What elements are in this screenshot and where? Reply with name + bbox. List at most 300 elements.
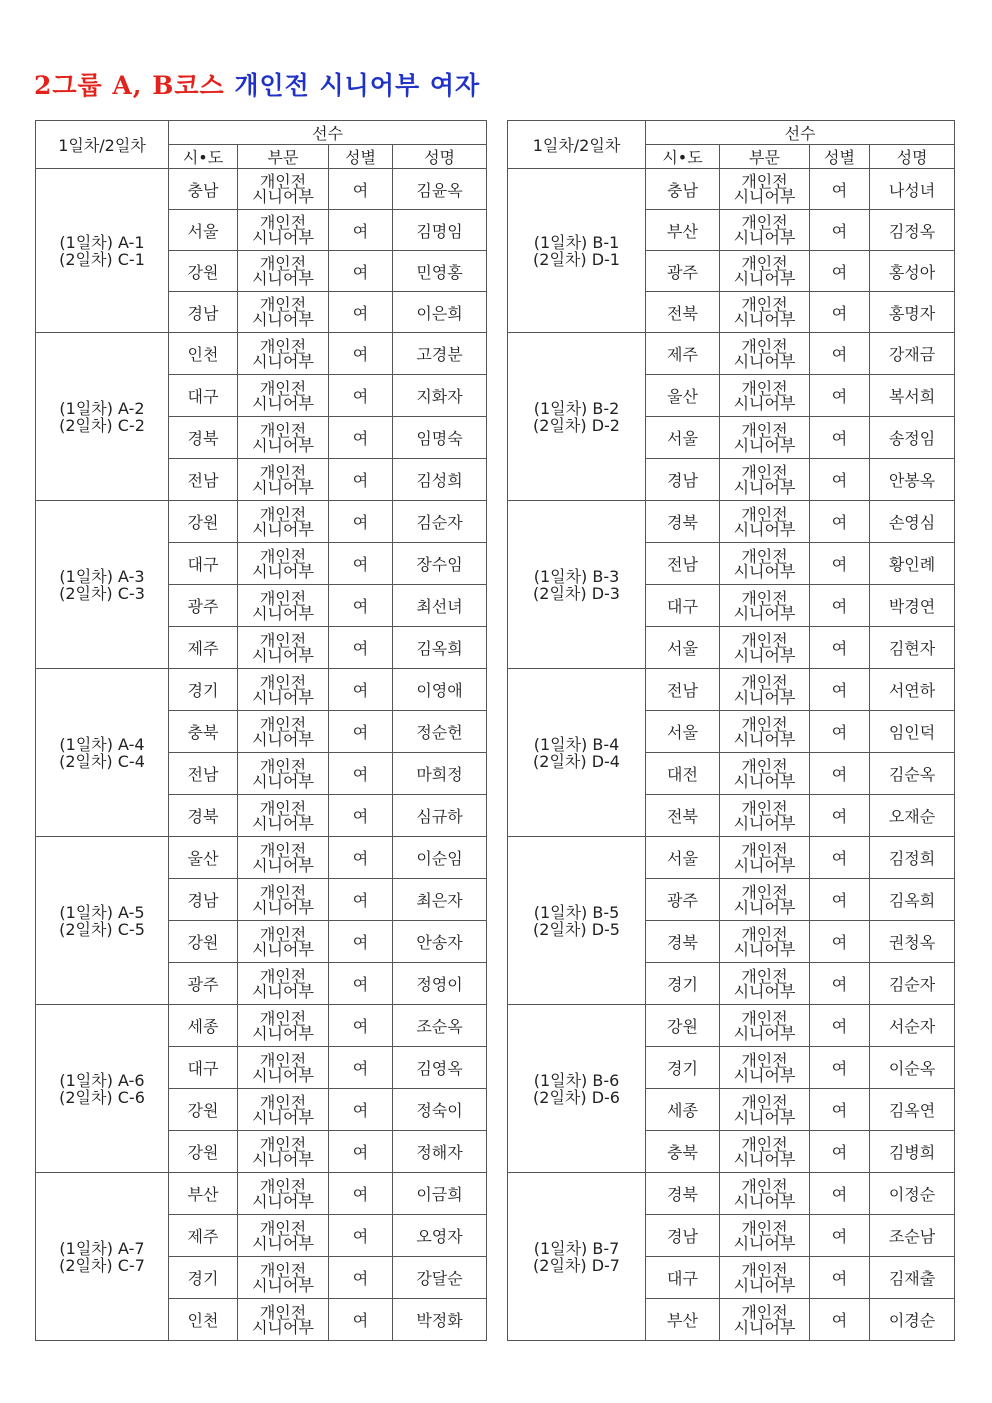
name-cell: 서순자	[870, 1005, 955, 1047]
dept-line1: 개인전	[259, 504, 307, 524]
dept-line1: 개인전	[741, 1134, 788, 1154]
gender-cell: 여	[329, 1173, 393, 1215]
region-cell: 광주	[646, 251, 720, 292]
group-cell	[508, 669, 646, 837]
dept-line2: 시니어부	[733, 519, 796, 539]
dept-cell	[720, 753, 810, 795]
dept-line2: 시니어부	[252, 939, 314, 959]
dept-line2: 시니어부	[733, 729, 796, 749]
name-cell: 오재순	[870, 795, 955, 837]
name-cell: 최선녀	[393, 585, 487, 627]
group-day1: (1일차) A-3	[59, 566, 145, 586]
dept-cell	[720, 1089, 810, 1131]
group-day1: (1일차) A-6	[59, 1070, 145, 1090]
gender-cell: 여	[329, 879, 393, 921]
dept-line2: 시니어부	[252, 771, 314, 791]
gender-cell: 여	[329, 585, 393, 627]
name-cell: 장수임	[393, 543, 487, 585]
dept-cell	[720, 795, 810, 837]
dept-line1: 개인전	[259, 1218, 307, 1238]
gender-cell: 여	[329, 417, 393, 459]
dept-cell	[238, 711, 329, 753]
dept-cell	[238, 837, 329, 879]
dept-line1: 개인전	[741, 588, 788, 608]
gender-cell: 여	[329, 1005, 393, 1047]
region-cell: 울산	[169, 837, 238, 879]
name-cell: 김성희	[393, 459, 487, 501]
group-day2: (2일차) D-6	[533, 1087, 620, 1107]
dept-cell	[238, 879, 329, 921]
dept-line2: 시니어부	[252, 1317, 314, 1337]
dept-line2: 시니어부	[252, 1107, 314, 1127]
group-cell	[36, 333, 169, 501]
region-cell: 경남	[169, 879, 238, 921]
dept-line1: 개인전	[741, 840, 788, 860]
dept-cell	[720, 543, 810, 585]
group-cell	[508, 1005, 646, 1173]
region-cell: 광주	[169, 585, 238, 627]
table-row	[36, 1173, 487, 1215]
gender-cell: 여	[810, 417, 870, 459]
dept-line2: 시니어부	[252, 269, 314, 288]
dept-line2: 시니어부	[252, 228, 314, 247]
gender-cell: 여	[329, 375, 393, 417]
group-cell	[36, 1173, 169, 1341]
name-cell: 김옥희	[870, 879, 955, 921]
group-day1: (1일차) B-7	[533, 1238, 620, 1258]
region-cell: 제주	[169, 627, 238, 669]
gender-cell: 여	[329, 921, 393, 963]
dept-line2: 시니어부	[733, 603, 796, 623]
name-cell: 김재출	[870, 1257, 955, 1299]
dept-line2: 시니어부	[733, 981, 796, 1001]
dept-cell	[238, 169, 329, 210]
name-cell: 김영옥	[393, 1047, 487, 1089]
gender-cell: 여	[810, 1257, 870, 1299]
dept-line2: 시니어부	[252, 1023, 314, 1043]
region-cell: 경북	[646, 501, 720, 543]
region-cell: 강원	[169, 1131, 238, 1173]
group-cell	[36, 1005, 169, 1173]
name-cell: 김옥희	[393, 627, 487, 669]
gender-cell: 여	[329, 169, 393, 210]
name-cell: 김순자	[393, 501, 487, 543]
gender-cell: 여	[329, 1257, 393, 1299]
dept-line1: 개인전	[259, 1092, 307, 1112]
dept-cell	[238, 251, 329, 292]
region-cell: 전남	[169, 459, 238, 501]
group-cell	[36, 837, 169, 1005]
dept-line2: 시니어부	[733, 269, 796, 288]
dept-line1: 개인전	[741, 1218, 788, 1238]
dept-line2: 시니어부	[252, 1275, 314, 1295]
dept-line1: 개인전	[259, 172, 307, 191]
dept-cell	[720, 1173, 810, 1215]
dept-line2: 시니어부	[733, 687, 796, 707]
name-cell: 지화자	[393, 375, 487, 417]
gender-cell: 여	[329, 501, 393, 543]
dept-cell	[720, 1257, 810, 1299]
header-day: 1일차/2일차	[508, 121, 646, 169]
gender-cell: 여	[810, 585, 870, 627]
table-row	[36, 1005, 487, 1047]
name-cell: 김순옥	[870, 753, 955, 795]
dept-cell	[238, 1047, 329, 1089]
group-cell	[508, 333, 646, 501]
table-row	[36, 169, 487, 210]
dept-cell	[238, 417, 329, 459]
group-day1: (1일차) B-4	[533, 734, 620, 754]
dept-line2: 시니어부	[733, 310, 796, 329]
dept-line1: 개인전	[741, 756, 788, 776]
name-cell: 김정희	[870, 837, 955, 879]
region-cell: 강원	[169, 251, 238, 292]
dept-line1: 개인전	[259, 798, 307, 818]
group-day2: (2일차) C-1	[59, 249, 145, 269]
dept-cell	[720, 1299, 810, 1341]
name-cell: 권청옥	[870, 921, 955, 963]
region-cell: 부산	[646, 210, 720, 251]
dept-line2: 시니어부	[733, 855, 796, 875]
region-cell: 서울	[646, 711, 720, 753]
title-course: 2그룹 A, B코스	[34, 71, 225, 100]
name-cell: 황인례	[870, 543, 955, 585]
group-day2: (2일차) C-7	[59, 1255, 145, 1275]
gender-cell: 여	[810, 795, 870, 837]
dept-cell	[238, 1089, 329, 1131]
dept-cell	[720, 292, 810, 333]
dept-line1: 개인전	[259, 254, 307, 273]
name-cell: 복서희	[870, 375, 955, 417]
gender-cell: 여	[810, 292, 870, 333]
gender-cell: 여	[810, 210, 870, 251]
dept-cell	[238, 963, 329, 1005]
gender-cell: 여	[810, 543, 870, 585]
dept-line1: 개인전	[259, 1134, 307, 1154]
name-cell: 김명임	[393, 210, 487, 251]
region-cell: 제주	[169, 1215, 238, 1257]
group-day1: (1일차) A-5	[59, 902, 145, 922]
name-cell: 김옥연	[870, 1089, 955, 1131]
gender-cell: 여	[810, 169, 870, 210]
dept-cell	[238, 1257, 329, 1299]
name-cell: 오영자	[393, 1215, 487, 1257]
name-cell: 정영이	[393, 963, 487, 1005]
name-cell: 강달순	[393, 1257, 487, 1299]
header-player: 선수	[646, 121, 955, 145]
gender-cell: 여	[329, 1089, 393, 1131]
region-cell: 대구	[646, 1257, 720, 1299]
dept-cell	[720, 417, 810, 459]
dept-cell	[238, 292, 329, 333]
name-cell: 최은자	[393, 879, 487, 921]
dept-line1: 개인전	[259, 756, 307, 776]
region-cell: 경기	[169, 669, 238, 711]
dept-line2: 시니어부	[252, 1233, 314, 1253]
table-row	[508, 669, 955, 711]
dept-line1: 개인전	[259, 1260, 307, 1280]
dept-line2: 시니어부	[733, 561, 796, 581]
region-cell: 강원	[169, 921, 238, 963]
name-cell: 이영애	[393, 669, 487, 711]
dept-cell	[720, 1131, 810, 1173]
dept-cell	[238, 585, 329, 627]
dept-line1: 개인전	[741, 1092, 788, 1112]
dept-line1: 개인전	[741, 378, 788, 398]
group-day1: (1일차) A-7	[59, 1238, 145, 1258]
region-cell: 강원	[169, 1089, 238, 1131]
region-cell: 서울	[646, 837, 720, 879]
header-name: 성명	[393, 145, 487, 169]
region-cell: 충북	[169, 711, 238, 753]
name-cell: 이은희	[393, 292, 487, 333]
gender-cell: 여	[329, 1299, 393, 1341]
table-row	[508, 1173, 955, 1215]
gender-cell: 여	[810, 375, 870, 417]
name-cell: 정해자	[393, 1131, 487, 1173]
dept-line1: 개인전	[741, 546, 788, 566]
region-cell: 인천	[169, 333, 238, 375]
region-cell: 제주	[646, 333, 720, 375]
dept-cell	[238, 1173, 329, 1215]
dept-cell	[238, 501, 329, 543]
dept-line2: 시니어부	[252, 603, 314, 623]
region-cell: 경북	[169, 417, 238, 459]
region-cell: 전북	[646, 292, 720, 333]
dept-line1: 개인전	[741, 714, 788, 734]
region-cell: 대전	[646, 753, 720, 795]
gender-cell: 여	[810, 459, 870, 501]
gender-cell: 여	[329, 1131, 393, 1173]
dept-line2: 시니어부	[733, 187, 796, 206]
dept-cell	[238, 669, 329, 711]
dept-line1: 개인전	[741, 882, 788, 902]
dept-cell	[720, 669, 810, 711]
header-region: 시•도	[646, 145, 720, 169]
name-cell: 조순남	[870, 1215, 955, 1257]
gender-cell: 여	[329, 210, 393, 251]
dept-line2: 시니어부	[252, 1191, 314, 1211]
dept-line2: 시니어부	[252, 393, 314, 413]
name-cell: 정숙이	[393, 1089, 487, 1131]
gender-cell: 여	[810, 963, 870, 1005]
group-cell	[36, 669, 169, 837]
region-cell: 전남	[646, 543, 720, 585]
dept-line1: 개인전	[741, 420, 788, 440]
dept-cell	[238, 1215, 329, 1257]
gender-cell: 여	[810, 333, 870, 375]
dept-line2: 시니어부	[252, 687, 314, 707]
region-cell: 충북	[646, 1131, 720, 1173]
dept-cell	[238, 921, 329, 963]
group-cell	[508, 501, 646, 669]
dept-line1: 개인전	[741, 630, 788, 650]
region-cell: 충남	[646, 169, 720, 210]
dept-line1: 개인전	[259, 588, 307, 608]
page-title	[34, 66, 480, 102]
dept-cell	[238, 333, 329, 375]
dept-line1: 개인전	[259, 420, 307, 440]
name-cell: 손영심	[870, 501, 955, 543]
dept-line1: 개인전	[741, 924, 788, 944]
gender-cell: 여	[810, 251, 870, 292]
region-cell: 서울	[169, 210, 238, 251]
dept-line1: 개인전	[741, 966, 788, 986]
dept-cell	[720, 879, 810, 921]
dept-cell	[238, 627, 329, 669]
dept-cell	[720, 169, 810, 210]
dept-line1: 개인전	[259, 1176, 307, 1196]
header-player: 선수	[169, 121, 487, 145]
name-cell: 서연하	[870, 669, 955, 711]
dept-line1: 개인전	[741, 672, 788, 692]
dept-cell	[238, 1299, 329, 1341]
dept-line1: 개인전	[259, 840, 307, 860]
dept-line2: 시니어부	[733, 1275, 796, 1295]
dept-line1: 개인전	[259, 1050, 307, 1070]
dept-cell	[238, 210, 329, 251]
table-row	[36, 333, 487, 375]
name-cell: 정순헌	[393, 711, 487, 753]
dept-line2: 시니어부	[733, 351, 796, 371]
name-cell: 임명숙	[393, 417, 487, 459]
name-cell: 안송자	[393, 921, 487, 963]
group-day2: (2일차) D-1	[533, 249, 620, 269]
dept-line2: 시니어부	[733, 1023, 796, 1043]
gender-cell: 여	[329, 1047, 393, 1089]
dept-line1: 개인전	[259, 1008, 307, 1028]
region-cell: 경기	[646, 963, 720, 1005]
dept-line2: 시니어부	[733, 1107, 796, 1127]
gender-cell: 여	[329, 627, 393, 669]
dept-cell	[720, 921, 810, 963]
dept-line2: 시니어부	[252, 813, 314, 833]
gender-cell: 여	[810, 1173, 870, 1215]
dept-cell	[720, 585, 810, 627]
dept-cell	[720, 1047, 810, 1089]
gender-cell: 여	[810, 501, 870, 543]
name-cell: 심규하	[393, 795, 487, 837]
region-cell: 부산	[169, 1173, 238, 1215]
dept-cell	[720, 251, 810, 292]
region-cell: 광주	[646, 879, 720, 921]
gender-cell: 여	[329, 837, 393, 879]
name-cell: 마희정	[393, 753, 487, 795]
group-day1: (1일차) B-1	[533, 232, 620, 252]
gender-cell: 여	[810, 879, 870, 921]
dept-line2: 시니어부	[733, 1233, 796, 1253]
dept-line1: 개인전	[741, 1050, 788, 1070]
dept-line1: 개인전	[259, 672, 307, 692]
table-row	[36, 837, 487, 879]
dept-line2: 시니어부	[733, 1065, 796, 1085]
dept-line2: 시니어부	[733, 1317, 796, 1337]
gender-cell: 여	[329, 963, 393, 1005]
region-cell: 경남	[646, 1215, 720, 1257]
region-cell: 강원	[169, 501, 238, 543]
table-row	[508, 1005, 955, 1047]
dept-line1: 개인전	[259, 213, 307, 232]
dept-line1: 개인전	[741, 1302, 788, 1322]
dept-cell	[238, 795, 329, 837]
group-day2: (2일차) C-4	[59, 751, 145, 771]
region-cell: 경북	[169, 795, 238, 837]
name-cell: 김현자	[870, 627, 955, 669]
gender-cell: 여	[329, 251, 393, 292]
gender-cell: 여	[810, 1299, 870, 1341]
group-day2: (2일차) D-5	[533, 919, 620, 939]
gender-cell: 여	[329, 543, 393, 585]
group-cell	[508, 837, 646, 1005]
gender-cell: 여	[329, 669, 393, 711]
dept-line1: 개인전	[741, 336, 788, 356]
region-cell: 서울	[646, 627, 720, 669]
dept-line1: 개인전	[259, 1302, 307, 1322]
dept-line2: 시니어부	[733, 1149, 796, 1169]
name-cell: 박정화	[393, 1299, 487, 1341]
gender-cell: 여	[810, 1089, 870, 1131]
dept-cell	[720, 210, 810, 251]
header-name: 성명	[870, 145, 955, 169]
region-cell: 강원	[646, 1005, 720, 1047]
dept-cell	[238, 1131, 329, 1173]
dept-cell	[720, 459, 810, 501]
dept-cell	[238, 375, 329, 417]
name-cell: 이금희	[393, 1173, 487, 1215]
dept-line1: 개인전	[741, 504, 788, 524]
group-day1: (1일차) B-2	[533, 398, 620, 418]
dept-cell	[720, 501, 810, 543]
name-cell: 박경연	[870, 585, 955, 627]
dept-cell	[238, 753, 329, 795]
dept-line1: 개인전	[741, 1176, 788, 1196]
header-dept: 부문	[720, 145, 810, 169]
dept-cell	[720, 1215, 810, 1257]
region-cell: 광주	[169, 963, 238, 1005]
dept-line1: 개인전	[259, 630, 307, 650]
group-day2: (2일차) C-3	[59, 583, 145, 603]
gender-cell: 여	[810, 669, 870, 711]
dept-cell	[238, 543, 329, 585]
group-day1: (1일차) B-5	[533, 902, 620, 922]
dept-line2: 시니어부	[733, 1191, 796, 1211]
region-cell: 경기	[169, 1257, 238, 1299]
gender-cell: 여	[810, 1131, 870, 1173]
header-dept: 부문	[238, 145, 329, 169]
name-cell: 송정임	[870, 417, 955, 459]
dept-cell	[720, 375, 810, 417]
table-row	[36, 669, 487, 711]
dept-line2: 시니어부	[252, 187, 314, 206]
dept-line2: 시니어부	[733, 477, 796, 497]
dept-line1: 개인전	[259, 714, 307, 734]
name-cell: 김윤옥	[393, 169, 487, 210]
dept-line1: 개인전	[259, 462, 307, 482]
dept-line2: 시니어부	[733, 813, 796, 833]
group-day2: (2일차) D-2	[533, 415, 620, 435]
name-cell: 이순옥	[870, 1047, 955, 1089]
gender-cell: 여	[810, 1005, 870, 1047]
name-cell: 강재금	[870, 333, 955, 375]
dept-line1: 개인전	[741, 462, 788, 482]
dept-cell	[238, 459, 329, 501]
region-cell: 대구	[646, 585, 720, 627]
group-day1: (1일차) A-1	[59, 232, 145, 252]
dept-line1: 개인전	[741, 1260, 788, 1280]
roster-table-a-course	[35, 120, 487, 1341]
dept-line1: 개인전	[741, 1008, 788, 1028]
name-cell: 이순임	[393, 837, 487, 879]
